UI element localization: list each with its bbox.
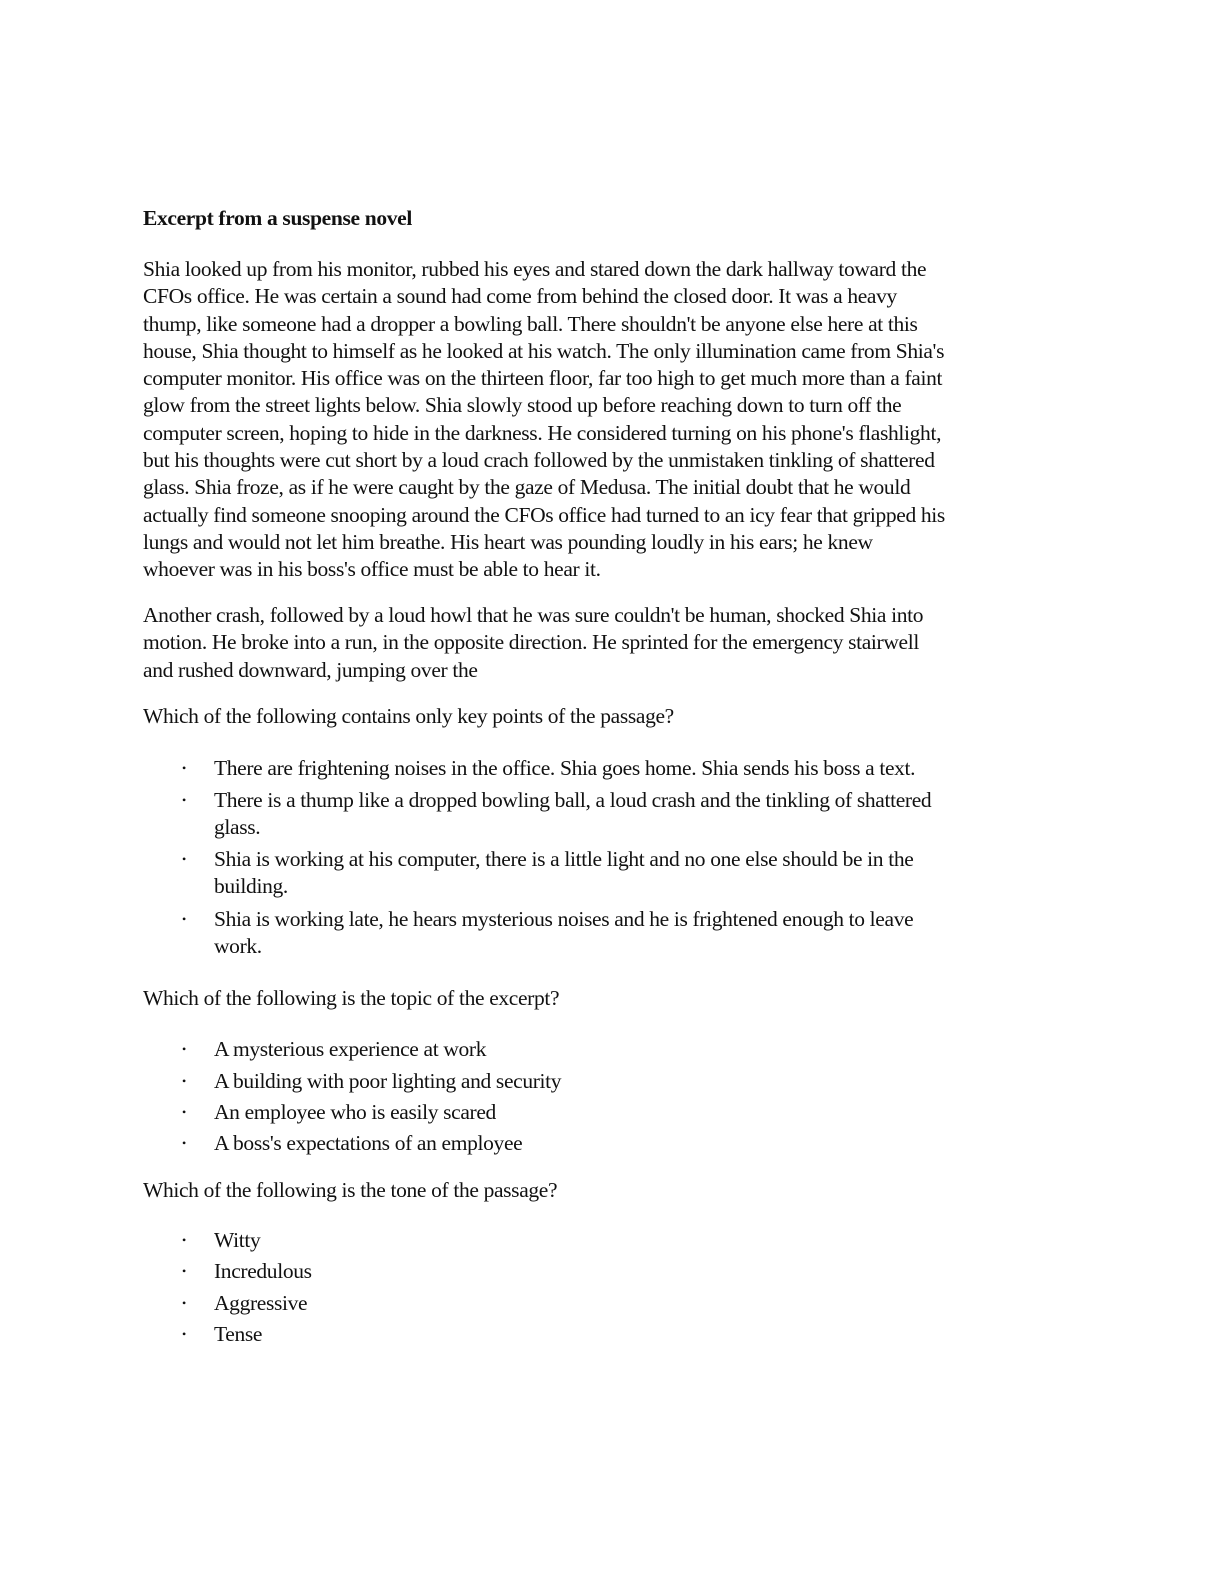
option-text [214, 846, 913, 901]
question-3: Which of the following is the tone of the passage? [143, 1178, 558, 1202]
text-line: thump, like someone had a dropper a bowling ball. There shouldn't be anyone else here at this [143, 311, 918, 336]
option-text [214, 1258, 312, 1285]
question-2: Which of the following is the topic of the excerpt? [143, 986, 560, 1010]
text-line: Shia is working late, he hears mysterious noises and he is frightened enough to leave [214, 907, 914, 931]
text-line: building. [214, 874, 288, 899]
text-line: and rushed downward, jumping over the [143, 657, 478, 682]
paragraph-1 [143, 256, 945, 584]
text-line: Shia is working at his computer, there is a little light and no one else should be in the [214, 847, 914, 871]
option-text [214, 906, 913, 961]
option-text [214, 787, 931, 842]
text-line: actually find someone snooping around the CFOs office had turned to an icy fear that gripped his [143, 502, 945, 527]
text-line: but his thoughts were cut short by a loud crach followed by the unmistaken tinkling of shattered [143, 448, 935, 473]
option-text [214, 1321, 262, 1348]
bullet-icon: • [182, 1136, 187, 1150]
text-line: Incredulous [214, 1259, 312, 1283]
text-line: A boss's expectations of an employee [214, 1131, 523, 1155]
text-line: motion. He broke into a run, in the opposite direction. He sprinted for the emergency stairwell [143, 630, 919, 655]
text-line: computer screen, hoping to hide in the darkness. He considered turning on his phone's flashlight, [143, 420, 942, 445]
paragraph-2 [143, 602, 923, 684]
option-text [214, 1068, 561, 1095]
text-line: glass. [214, 815, 261, 840]
text-line: A building with poor lighting and security [214, 1069, 562, 1093]
option-text [214, 755, 915, 782]
text-line: computer monitor. His office was on the thirteen floor, far too high to get much more than a faint [143, 366, 943, 391]
text-line: glass. Shia froze, as if he were caught by the gaze of Medusa. The initial doubt that he would [143, 475, 911, 500]
option-text [214, 1227, 260, 1254]
bullet-icon: • [182, 1233, 187, 1247]
option-text [214, 1099, 496, 1126]
bullet-icon: • [182, 912, 187, 926]
text-line: A mysterious experience at work [214, 1037, 487, 1061]
bullet-icon: • [182, 852, 187, 866]
bullet-icon: • [182, 1327, 187, 1341]
text-line: Aggressive [214, 1291, 308, 1315]
text-line: Another crash, followed by a loud howl that he was sure couldn't be human, shocked Shia into [143, 603, 924, 627]
bullet-icon: • [182, 1074, 187, 1088]
bullet-icon: • [182, 1264, 187, 1278]
text-line: Tense [214, 1322, 263, 1346]
option-text [214, 1036, 486, 1063]
text-line: work. [214, 934, 262, 959]
document-title: Excerpt from a suspense novel [143, 206, 412, 230]
bullet-icon: • [182, 793, 187, 807]
text-line: Shia looked up from his monitor, rubbed his eyes and stared down the dark hallway toward the [143, 257, 927, 281]
bullet-icon: • [182, 1042, 187, 1056]
text-line: lungs and would not let him breathe. His heart was pounding loudly in his ears; he knew [143, 529, 873, 554]
option-text [214, 1130, 522, 1157]
text-line: Witty [214, 1228, 261, 1252]
text-line: glow from the street lights below. Shia slowly stood up before reaching down to turn off the [143, 393, 902, 418]
bullet-icon: • [182, 1105, 187, 1119]
option-text [214, 1290, 307, 1317]
text-line: whoever was in his boss's office must be able to hear it. [143, 557, 601, 582]
text-line: house, Shia thought to himself as he looked at his watch. The only illumination came from Shia's [143, 338, 945, 363]
bullet-icon: • [182, 761, 187, 775]
question-1: Which of the following contains only key points of the passage? [143, 704, 674, 728]
text-line: There is a thump like a dropped bowling ball, a loud crash and the tinkling of shattered [214, 788, 932, 812]
bullet-icon: • [182, 1296, 187, 1310]
text-line: There are frightening noises in the office. Shia goes home. Shia sends his boss a text. [214, 756, 916, 780]
text-line: CFOs office. He was certain a sound had come from behind the closed door. It was a heavy [143, 284, 897, 309]
text-line: An employee who is easily scared [214, 1100, 496, 1124]
